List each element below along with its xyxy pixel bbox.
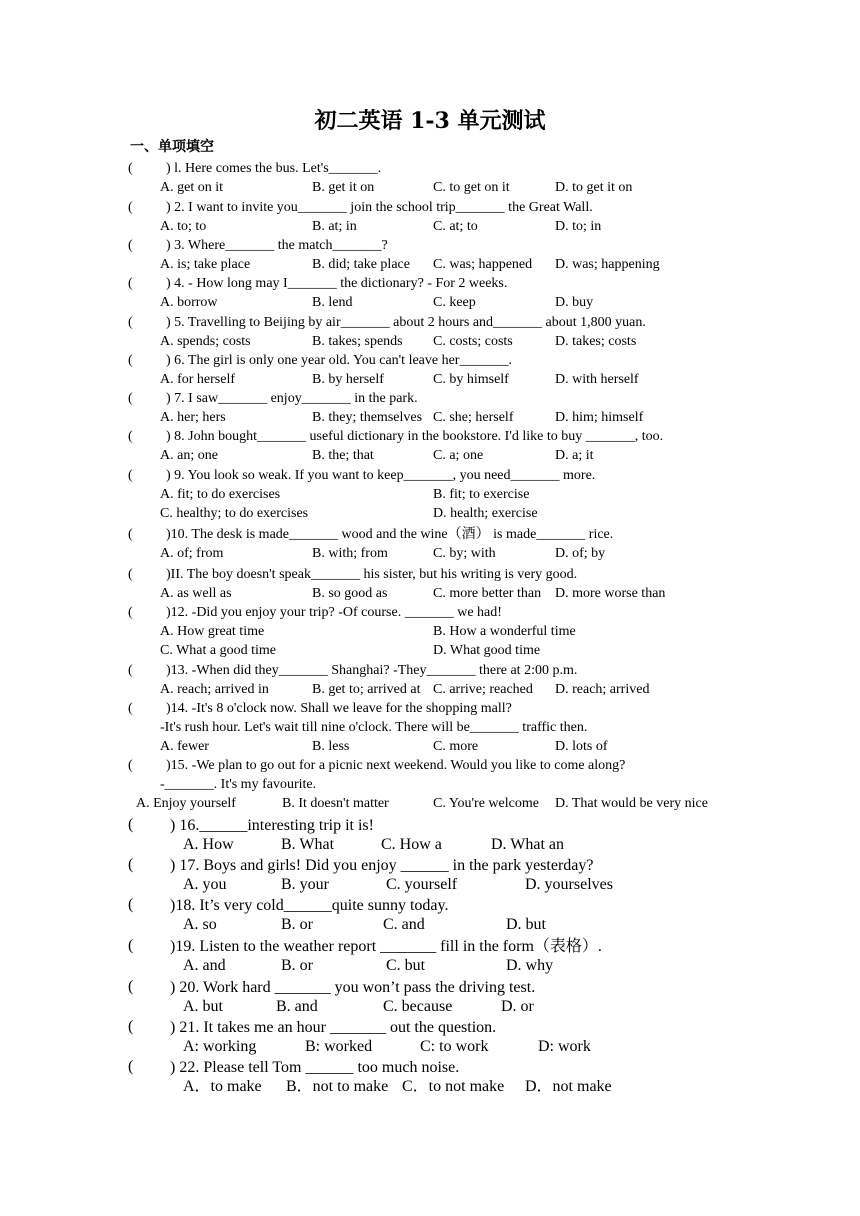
option-b[interactable]: B. at; in bbox=[312, 219, 357, 234]
answer-blank[interactable]: ( bbox=[128, 816, 134, 833]
question-text: ) 7. I saw_______ enjoy_______ in the park. bbox=[166, 391, 418, 406]
option-b[interactable]: B. get to; arrived at bbox=[312, 682, 421, 697]
option-a[interactable]: A. for herself bbox=[160, 372, 236, 387]
option-a[interactable]: A. you bbox=[183, 876, 227, 893]
option-b[interactable]: B. fit; to exercise bbox=[433, 487, 530, 502]
option-d[interactable]: D. to get it on bbox=[555, 180, 633, 195]
option-d[interactable]: D．not make bbox=[525, 1078, 612, 1095]
option-a[interactable]: A. How bbox=[183, 836, 234, 853]
answer-blank[interactable]: ( bbox=[128, 527, 133, 542]
question-text: ) l. Here comes the bus. Let's_______. bbox=[166, 161, 382, 176]
option-c[interactable]: C. she; herself bbox=[433, 410, 514, 425]
answer-blank[interactable]: ( bbox=[128, 200, 133, 215]
answer-blank[interactable]: ( bbox=[128, 1058, 134, 1075]
option-a[interactable]: A. an; one bbox=[160, 448, 218, 463]
option-d[interactable]: D. That would be very nice bbox=[555, 796, 708, 811]
option-c[interactable]: C. was; happened bbox=[433, 257, 533, 272]
question-text-continued: -_______. It's my favourite. bbox=[160, 777, 317, 792]
question-text: ) 16.______interesting trip it is! bbox=[170, 817, 374, 834]
option-b[interactable]: B. What bbox=[281, 836, 335, 853]
option-c[interactable]: C. healthy; to do exercises bbox=[160, 506, 309, 521]
answer-blank[interactable]: ( bbox=[128, 978, 134, 995]
option-c[interactable]: C. costs; costs bbox=[433, 334, 513, 349]
option-c[interactable]: C. by; with bbox=[433, 546, 496, 561]
option-d[interactable]: D. him; himself bbox=[555, 410, 644, 425]
option-a[interactable]: A. as well as bbox=[160, 586, 232, 601]
question-text: ) 17. Boys and girls! Did you enjoy ______ in the park yesterday? bbox=[170, 857, 594, 874]
question-text: ) 4. - How long may I_______ the dictionary? - For 2 weeks. bbox=[166, 276, 508, 291]
question-text: )15. -We plan to go out for a picnic next weekend. Would you like to come along? bbox=[166, 758, 626, 773]
option-b[interactable]: B. your bbox=[281, 876, 329, 893]
answer-blank[interactable]: ( bbox=[128, 468, 133, 483]
option-a[interactable]: A. to; to bbox=[160, 219, 207, 234]
option-c[interactable]: C: to work bbox=[420, 1038, 489, 1055]
option-b[interactable]: B. or bbox=[281, 916, 313, 933]
option-d[interactable]: D. yourselves bbox=[525, 876, 613, 893]
answer-blank[interactable]: ( bbox=[128, 276, 133, 291]
option-a[interactable]: A. How great time bbox=[160, 624, 265, 639]
option-a[interactable]: A. but bbox=[183, 998, 223, 1015]
answer-blank[interactable]: ( bbox=[128, 896, 134, 913]
option-c[interactable]: C. more bbox=[433, 739, 479, 754]
option-d[interactable]: D. reach; arrived bbox=[555, 682, 650, 697]
option-c[interactable]: C. to get on it bbox=[433, 180, 510, 195]
question-text: )II. The boy doesn't speak_______ his sister, but his writing is very good. bbox=[166, 567, 578, 582]
option-d[interactable]: D. but bbox=[506, 916, 546, 933]
option-a[interactable]: A. her; hers bbox=[160, 410, 226, 425]
option-c[interactable]: C. a; one bbox=[433, 448, 484, 463]
option-c[interactable]: C. arrive; reached bbox=[433, 682, 533, 697]
option-b[interactable]: B．not to make bbox=[286, 1078, 389, 1095]
option-d[interactable]: D. lots of bbox=[555, 739, 608, 754]
question-text: )12. -Did you enjoy your trip? -Of course. _______ we had! bbox=[166, 605, 502, 620]
question-text: )13. -When did they_______ Shanghai? -They_______ there at 2:00 p.m. bbox=[166, 663, 578, 678]
option-b[interactable]: B. so good as bbox=[312, 586, 388, 601]
option-d[interactable]: D. a; it bbox=[555, 448, 594, 463]
page-title: 初二英语 1-3 单元测试 bbox=[314, 108, 546, 134]
option-b[interactable]: B. did; take place bbox=[312, 257, 410, 272]
option-c[interactable]: C. because bbox=[383, 998, 453, 1015]
question-text: ) 22. Please tell Tom ______ too much noise. bbox=[170, 1059, 460, 1076]
question-text: ) 20. Work hard _______ you won’t pass the driving test. bbox=[170, 979, 536, 996]
option-c[interactable]: C. keep bbox=[433, 295, 476, 310]
option-b[interactable]: B. It doesn't matter bbox=[282, 796, 389, 811]
option-b[interactable]: B. by herself bbox=[312, 372, 384, 387]
option-a[interactable]: A. of; from bbox=[160, 546, 224, 561]
question-text: ) 8. John bought_______ useful dictionary in the bookstore. I'd like to buy _______, too. bbox=[166, 429, 664, 444]
option-d[interactable]: D. or bbox=[501, 998, 534, 1015]
question-text: )14. -It's 8 o'clock now. Shall we leave for the shopping mall? bbox=[166, 701, 512, 716]
option-c[interactable]: C. more better than bbox=[433, 586, 542, 601]
option-a[interactable]: A. get on it bbox=[160, 180, 223, 195]
option-a[interactable]: A. reach; arrived in bbox=[160, 682, 269, 697]
question-text: )19. Listen to the weather report _______ fill in the form（表格）. bbox=[170, 938, 602, 955]
option-d[interactable]: D. of; by bbox=[555, 546, 606, 561]
answer-blank[interactable]: ( bbox=[128, 758, 133, 773]
option-d[interactable]: D. was; happening bbox=[555, 257, 660, 272]
option-a[interactable]: A. fit; to do exercises bbox=[160, 487, 281, 502]
option-d[interactable]: D. to; in bbox=[555, 219, 602, 234]
option-d[interactable]: D: work bbox=[538, 1038, 591, 1055]
option-a[interactable]: A. fewer bbox=[160, 739, 209, 754]
option-d[interactable]: D. takes; costs bbox=[555, 334, 637, 349]
option-a[interactable]: A: working bbox=[183, 1038, 257, 1055]
answer-blank[interactable]: ( bbox=[128, 856, 134, 873]
option-d[interactable]: D. buy bbox=[555, 295, 594, 310]
option-b[interactable]: B. takes; spends bbox=[312, 334, 403, 349]
option-d[interactable]: D. why bbox=[506, 957, 554, 974]
answer-blank[interactable]: ( bbox=[128, 161, 133, 176]
answer-blank[interactable]: ( bbox=[128, 937, 134, 954]
answer-blank[interactable]: ( bbox=[128, 567, 133, 582]
option-c[interactable]: C. at; to bbox=[433, 219, 478, 234]
answer-blank[interactable]: ( bbox=[128, 1018, 134, 1035]
option-b[interactable]: B. the; that bbox=[312, 448, 374, 463]
option-b[interactable]: B. and bbox=[276, 998, 318, 1015]
option-b[interactable]: B. less bbox=[312, 739, 350, 754]
answer-blank[interactable]: ( bbox=[128, 429, 133, 444]
option-b[interactable]: B. or bbox=[281, 957, 313, 974]
question-text: ) 21. It takes me an hour _______ out the question. bbox=[170, 1019, 497, 1036]
answer-blank[interactable]: ( bbox=[128, 701, 133, 716]
option-c[interactable]: C. How a bbox=[381, 836, 442, 853]
question-text: ) 5. Travelling to Beijing by air_______ about 2 hours and_______ about 1,800 yuan. bbox=[166, 315, 646, 330]
option-c[interactable]: C. yourself bbox=[386, 876, 458, 893]
option-c[interactable]: C. and bbox=[383, 916, 425, 933]
question-text: ) 6. The girl is only one year old. You can't leave her_______. bbox=[166, 353, 512, 368]
option-a[interactable]: A. borrow bbox=[160, 295, 218, 310]
answer-blank[interactable]: ( bbox=[128, 663, 133, 678]
option-c[interactable]: C. What a good time bbox=[160, 643, 276, 658]
option-a[interactable]: A. spends; costs bbox=[160, 334, 251, 349]
option-d[interactable]: D. more worse than bbox=[555, 586, 666, 601]
question-text-continued: -It's rush hour. Let's wait till nine o'clock. There will be_______ traffic then. bbox=[160, 720, 588, 735]
answer-blank[interactable]: ( bbox=[128, 238, 133, 253]
option-b[interactable]: B. with; from bbox=[312, 546, 388, 561]
option-d[interactable]: D. What an bbox=[491, 836, 565, 853]
option-a[interactable]: A. and bbox=[183, 957, 226, 974]
answer-blank[interactable]: ( bbox=[128, 315, 133, 330]
question-text: )18. It’s very cold______quite sunny today. bbox=[170, 897, 449, 914]
option-b[interactable]: B. they; themselves bbox=[312, 410, 423, 425]
option-b[interactable]: B. How a wonderful time bbox=[433, 624, 576, 639]
option-a[interactable]: A. so bbox=[183, 916, 217, 933]
section-heading: 一、单项填空 bbox=[130, 139, 214, 155]
question-text: ) 9. You look so weak. If you want to keep_______, you need_______ more. bbox=[166, 468, 596, 483]
option-b[interactable]: B: worked bbox=[305, 1038, 373, 1055]
question-text: ) 3. Where_______ the match_______? bbox=[166, 238, 388, 253]
option-d[interactable]: D. health; exercise bbox=[433, 506, 538, 521]
option-c[interactable]: C. but bbox=[386, 957, 426, 974]
option-c[interactable]: C. You're welcome bbox=[433, 796, 539, 811]
option-b[interactable]: B. lend bbox=[312, 295, 353, 310]
option-c[interactable]: C. by himself bbox=[433, 372, 509, 387]
option-a[interactable]: A．to make bbox=[183, 1078, 262, 1095]
option-c[interactable]: C．to not make bbox=[402, 1078, 505, 1095]
question-text: )10. The desk is made_______ wood and the wine（酒） is made_______ rice. bbox=[166, 527, 614, 542]
option-a[interactable]: A. is; take place bbox=[160, 257, 251, 272]
question-text: ) 2. I want to invite you_______ join the school trip_______ the Great Wall. bbox=[166, 200, 593, 215]
answer-blank[interactable]: ( bbox=[128, 391, 133, 406]
answer-blank[interactable]: ( bbox=[128, 353, 133, 368]
option-d[interactable]: D. with herself bbox=[555, 372, 639, 387]
option-d[interactable]: D. What good time bbox=[433, 643, 541, 658]
answer-blank[interactable]: ( bbox=[128, 605, 133, 620]
option-b[interactable]: B. get it on bbox=[312, 180, 375, 195]
option-a[interactable]: A. Enjoy yourself bbox=[136, 796, 236, 811]
